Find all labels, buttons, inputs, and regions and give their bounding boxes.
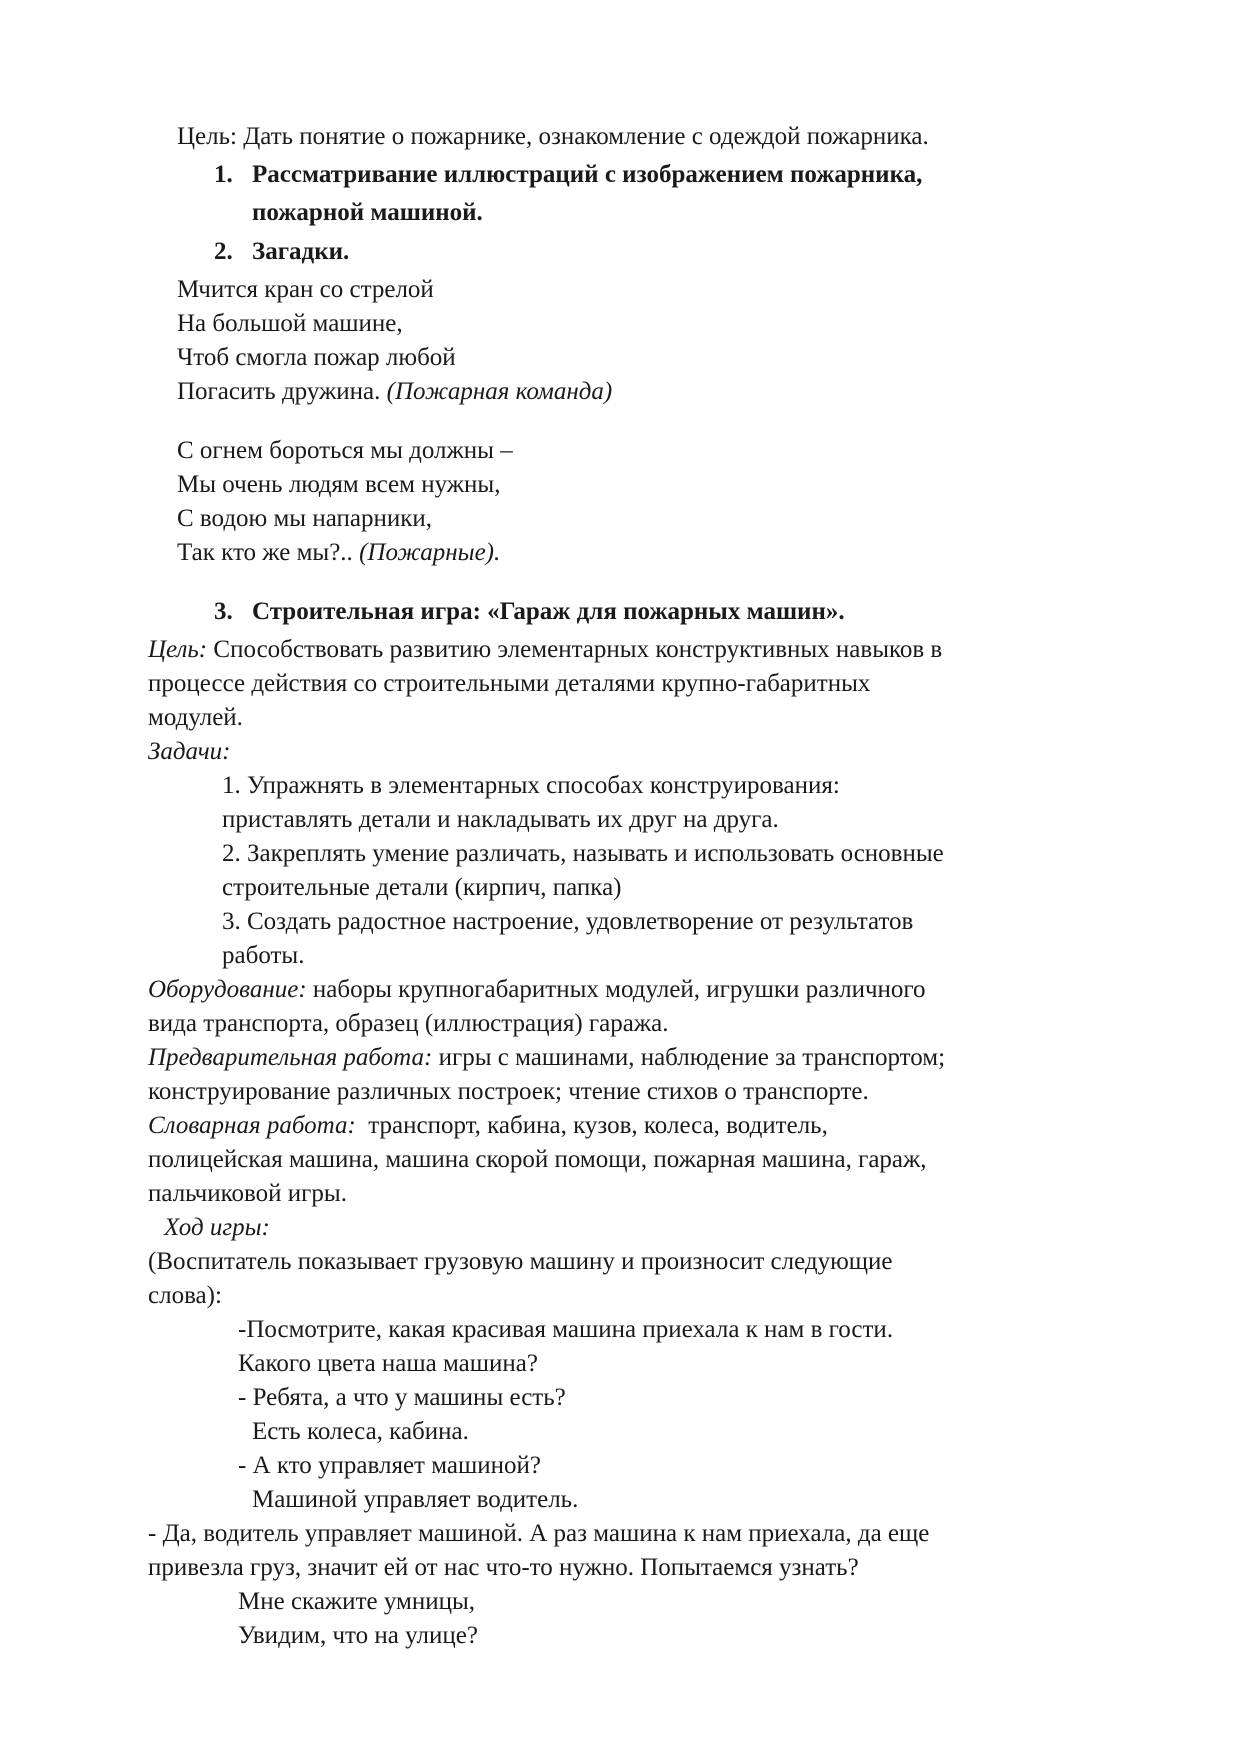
course-line-10: привезла груз, значит ей от нас что-то нужно. Попытаемся узнать? [148, 1554, 859, 1581]
prework-text-1: игры с машинами, наблюдение за транспортом; [438, 1044, 946, 1071]
course-line-3: -Посмотрите, какая красивая машина приехала к нам в гости. [238, 1316, 894, 1343]
game-goal-text-1: Способствовать развитию элементарных конструктивных навыков в [213, 636, 943, 663]
course-line-4: Какого цвета наша машина? [238, 1350, 538, 1377]
course-line-8: Машиной управляет водитель. [252, 1486, 579, 1513]
riddle-2-line-4-text: Так кто же мы?.. [177, 539, 353, 566]
section-3-title: Строительная игра: «Гараж для пожарных машин». [252, 598, 845, 625]
section-1-heading [214, 160, 922, 190]
vocab-line-2: полицейская машина, машина скорой помощи, пожарная машина, гараж, [148, 1146, 927, 1173]
vocab-text-1: транспорт, кабина, кузов, колеса, водитель, [368, 1112, 828, 1139]
riddle-2-line-2: Мы очень людям всем нужны, [177, 471, 501, 498]
riddle-2-line-3: С водою мы напарники, [177, 505, 433, 532]
lesson-goal: Цель: Дать понятие о пожарнике, ознакомление с одеждой пожарника. [177, 123, 929, 150]
task-3-line-1: 3. Создать радостное настроение, удовлетворение от результатов [222, 908, 914, 935]
section-3-heading [214, 597, 845, 627]
course-line-11: Мне скажите умницы, [238, 1588, 476, 1615]
game-goal-line-3: модулей. [148, 704, 243, 731]
course-line-1: (Воспитатель показывает грузовую машину и произносит следующие [148, 1248, 893, 1275]
vocab-line-3: пальчиковой игры. [148, 1180, 347, 1207]
riddle-2-line-4 [177, 538, 500, 568]
game-goal-line-1 [148, 635, 942, 665]
vocab-line-1 [148, 1111, 828, 1141]
section-1-title-line1: Рассматривание иллюстраций с изображением пожарника, [252, 161, 923, 188]
equipment-label: Оборудование: [148, 976, 307, 1003]
riddle-1-line-3: Чтоб смогла пожар любой [177, 344, 456, 371]
equipment-line-1 [148, 975, 926, 1005]
task-2-line-1: 2. Закреплять умение различать, называть и использовать основные [222, 840, 944, 867]
equipment-line-2: вида транспорта, образец (иллюстрация) гаража. [148, 1010, 669, 1037]
section-2-number: 2. [214, 238, 233, 265]
prework-label: Предварительная работа: [148, 1044, 433, 1071]
task-3-line-2: работы. [222, 942, 305, 969]
course-line-5: - Ребята, а что у машины есть? [238, 1384, 566, 1411]
riddle-1-line-2: На большой машине, [177, 310, 403, 337]
riddle-1-answer: (Пожарная команда) [386, 378, 613, 405]
section-2-title: Загадки. [252, 238, 350, 265]
game-goal-label: Цель: [148, 636, 208, 663]
riddle-2-line-1: С огнем бороться мы должны – [177, 437, 513, 464]
riddle-2-answer: (Пожарные). [359, 539, 501, 566]
equipment-text-1: наборы крупногабаритных модулей, игрушки различного [312, 976, 926, 1003]
section-2-heading [214, 237, 349, 267]
section-3-number: 3. [214, 598, 233, 625]
course-line-9: - Да, водитель управляет машиной. А раз машина к нам приехала, да еще [148, 1520, 930, 1547]
task-1-line-2: приставлять детали и накладывать их друг на друга. [222, 806, 779, 833]
game-goal-line-2: процессе действия со строительными деталями крупно-габаритных [148, 670, 871, 697]
vocab-label: Словарная работа: [148, 1112, 356, 1139]
task-2-line-2: строительные детали (кирпич, папка) [222, 874, 622, 901]
prework-line-1 [148, 1043, 945, 1073]
section-1-title-line2: пожарной машиной. [252, 199, 483, 226]
course-line-12: Увидим, что на улице? [238, 1622, 478, 1649]
riddle-1-line-4 [177, 377, 612, 407]
course-label: Ход игры: [164, 1214, 270, 1241]
prework-line-2: конструирование различных построек; чтение стихов о транспорте. [148, 1078, 869, 1105]
riddle-1-line-4-text: Погасить дружина. [177, 378, 381, 405]
riddle-1-line-1: Мчится кран со стрелой [177, 276, 434, 303]
tasks-label: Задачи: [148, 738, 231, 765]
task-1-line-1: 1. Упражнять в элементарных способах конструирования: [222, 772, 840, 799]
course-line-6: Есть колеса, кабина. [252, 1418, 469, 1445]
course-line-7: - А кто управляет машиной? [238, 1452, 541, 1479]
section-1-number: 1. [214, 161, 233, 188]
course-line-2: слова): [148, 1282, 222, 1309]
